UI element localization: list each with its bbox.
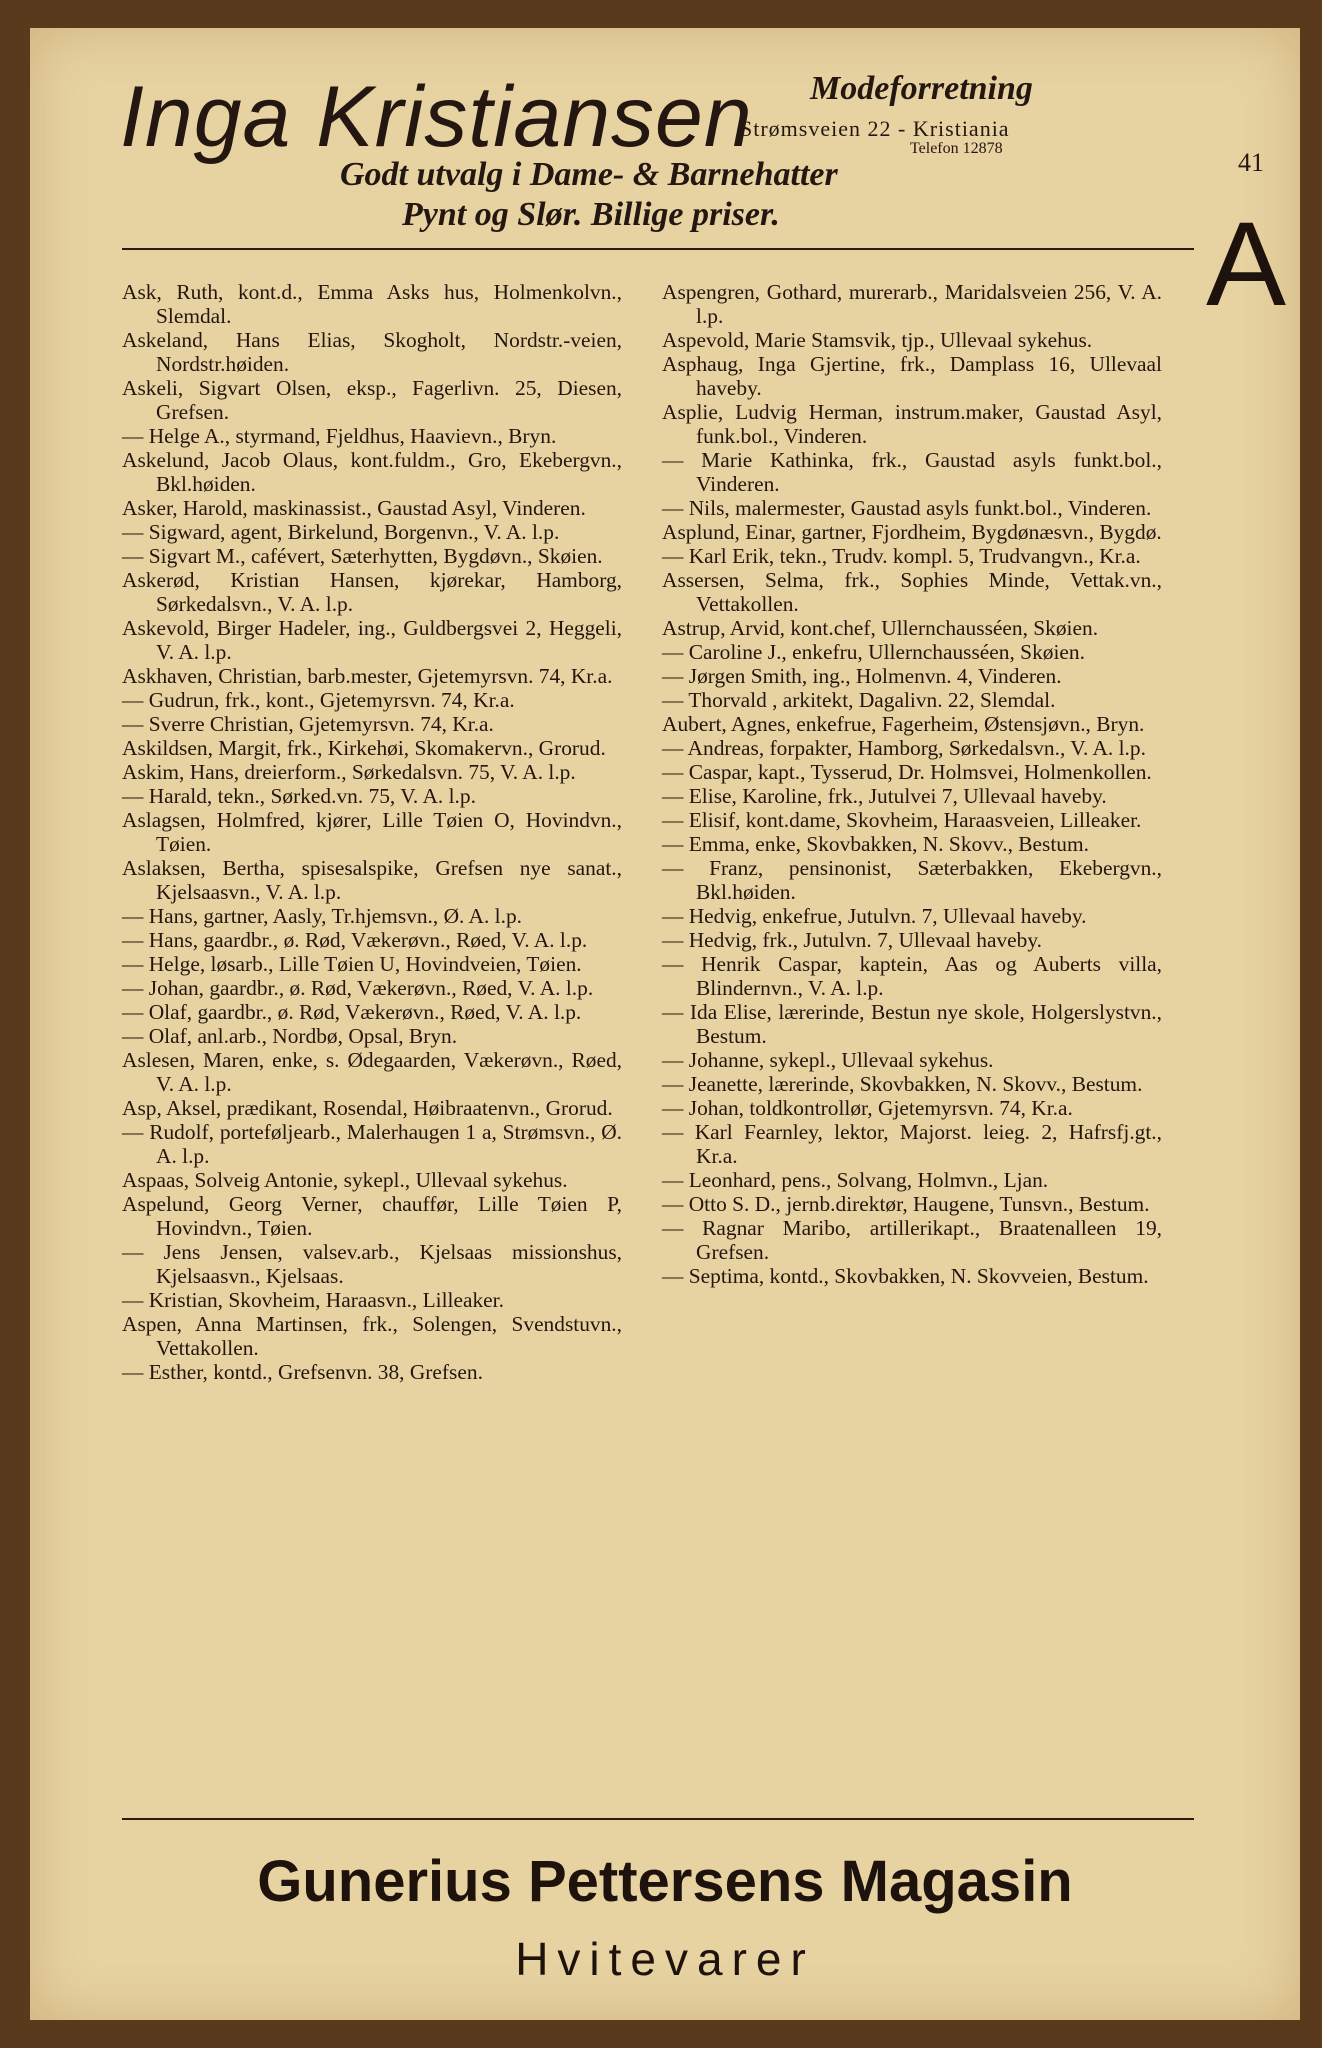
directory-entry: — Johanne, sykepl., Ullevaal sykehus. [662, 1048, 994, 1072]
directory-entry: — Jørgen Smith, ing., Holmenvn. 4, Vinderen. [662, 664, 1062, 688]
directory-entry: — Henrik Caspar, kaptein, Aas og Auberts villa, Blindernvn., V. A. l.p. [662, 952, 1162, 1000]
directory-entry: — Olaf, gaardbr., ø. Rød, Vækerøvn., Røed, V. A. l.p. [122, 1000, 582, 1024]
directory-entry: — Esther, kontd., Grefsenvn. 38, Grefsen. [122, 1360, 483, 1384]
directory-entry: Aspen, Anna Martinsen, frk., Solengen, Svendstuvn., Vettakollen. [122, 1312, 622, 1360]
directory-entry: — Hedvig, enkefrue, Jutulvn. 7, Ullevaal haveby. [662, 904, 1087, 928]
directory-entry: Aspaas, Solveig Antonie, sykepl., Ullevaal sykehus. [122, 1168, 568, 1192]
directory-entry: Askim, Hans, dreierform., Sørkedalsvn. 75, V. A. l.p. [122, 760, 576, 784]
advertiser-name: Inga Kristiansen [120, 69, 753, 165]
directory-entry: — Marie Kathinka, frk., Gaustad asyls funkt.bol., Vinderen. [662, 448, 1162, 496]
directory-entry: — Johan, toldkontrollør, Gjetemyrsvn. 74, Kr.a. [662, 1096, 1073, 1120]
directory-entry: Aslesen, Maren, enke, s. Ødegaarden, Vækerøvn., Røed, V. A. l.p. [122, 1048, 622, 1096]
directory-page [30, 28, 1300, 2020]
directory-entry: Askildsen, Margit, frk., Kirkehøi, Skomakervn., Grorud. [122, 736, 606, 760]
footer-advertisement [30, 1848, 1300, 2018]
directory-entry: Asplie, Ludvig Herman, instrum.maker, Gaustad Asyl, funk.bol., Vinderen. [662, 400, 1162, 448]
directory-entry: — Caroline J., enkefru, Ullernchausséen, Skøien. [662, 640, 1085, 664]
directory-entry: — Ida Elise, lærerinde, Bestun nye skole, Holgerslystvn., Bestum. [662, 1000, 1162, 1048]
top-divider [122, 248, 1194, 250]
directory-entry: Askelund, Jacob Olaus, kont.fuldm., Gro, Ekebergvn., Bkl.høiden. [122, 448, 622, 496]
page-number: 41 [1238, 148, 1264, 177]
business-type: Modeforretning [810, 70, 1033, 107]
directory-entry: — Helge, løsarb., Lille Tøien U, Hovindveien, Tøien. [122, 952, 582, 976]
directory-entry: — Kristian, Skovheim, Haraasvn., Lilleaker. [122, 1288, 504, 1312]
directory-entry: — Gudrun, frk., kont., Gjetemyrsvn. 74, Kr.a. [122, 688, 515, 712]
directory-entry: — Sigward, agent, Birkelund, Borgenvn., V. A. l.p. [122, 520, 560, 544]
header-advertisement [30, 28, 1300, 268]
section-letter: A [1206, 197, 1287, 331]
advertiser-address: Strømsveien 22 - Kristiania [740, 116, 1010, 141]
directory-entry: — Ragnar Maribo, artillerikapt., Braatenalleen 19, Grefsen. [662, 1216, 1162, 1264]
left-column [122, 280, 622, 1384]
directory-entry: — Olaf, anl.arb., Nordbø, Opsal, Bryn. [122, 1024, 458, 1048]
directory-entry: — Johan, gaardbr., ø. Rød, Vækerøvn., Røed, V. A. l.p. [122, 976, 594, 1000]
ad-slogan-line1: Godt utvalg i Dame- & Barnehatter [340, 156, 838, 193]
store-department: Hvitevarer [515, 1933, 815, 1985]
directory-entry: Ask, Ruth, kont.d., Emma Asks hus, Holmenkolvn., Slemdal. [122, 280, 622, 328]
ad-slogan-line2: Pynt og Slør. Billige priser. [402, 196, 780, 233]
directory-entry: — Leonhard, pens., Solvang, Holmvn., Ljan. [662, 1168, 1049, 1192]
directory-entry: Asphaug, Inga Gjertine, frk., Damplass 16, Ullevaal haveby. [662, 352, 1162, 400]
directory-entry: Askeli, Sigvart Olsen, eksp., Fagerlivn. 25, Diesen, Grefsen. [122, 376, 622, 424]
directory-entry: — Karl Erik, tekn., Trudv. kompl. 5, Trudvangvn., Kr.a. [662, 544, 1141, 568]
directory-entry: Askhaven, Christian, barb.mester, Gjetemyrsvn. 74, Kr.a. [122, 664, 613, 688]
directory-entry: — Emma, enke, Skovbakken, N. Skovv., Bestum. [662, 832, 1089, 856]
directory-entry: Asp, Aksel, prædikant, Rosendal, Høibraatenvn., Grorud. [122, 1096, 613, 1120]
directory-entry: Asplund, Einar, gartner, Fjordheim, Bygdønæsvn., Bygdø. [662, 520, 1162, 544]
directory-entry: — Hans, gaardbr., ø. Rød, Vækerøvn., Røed, V. A. l.p. [122, 928, 588, 952]
bottom-divider [122, 1818, 1194, 1820]
directory-entry: Asker, Harold, maskinassist., Gaustad Asyl, Vinderen. [122, 496, 586, 520]
directory-entry: — Andreas, forpakter, Hamborg, Sørkedalsvn., V. A. l.p. [662, 736, 1146, 760]
directory-entry: Aspengren, Gothard, murerarb., Maridalsveien 256, V. A. l.p. [662, 280, 1162, 328]
directory-entry: — Sverre Christian, Gjetemyrsvn. 74, Kr.a. [122, 712, 494, 736]
directory-entry: — Rudolf, porteføljearb., Malerhaugen 1 a, Strømsvn., Ø. A. l.p. [122, 1120, 622, 1168]
directory-entry: Assersen, Selma, frk., Sophies Minde, Vettak.vn., Vettakollen. [662, 568, 1162, 616]
directory-entry: — Nils, malermester, Gaustad asyls funkt.bol., Vinderen. [662, 496, 1152, 520]
directory-entry: — Elisif, kont.dame, Skovheim, Haraasveien, Lilleaker. [662, 808, 1142, 832]
directory-entry: Askerød, Kristian Hansen, kjørekar, Hamborg, Sørkedalsvn., V. A. l.p. [122, 568, 622, 616]
directory-entry: Aslagsen, Holmfred, kjører, Lille Tøien O, Hovindvn., Tøien. [122, 808, 622, 856]
directory-entry: — Elise, Karoline, frk., Jutulvei 7, Ullevaal haveby. [662, 784, 1107, 808]
directory-entry: Astrup, Arvid, kont.chef, Ullernchausséen, Skøien. [662, 616, 1099, 640]
store-name: Gunerius Pettersens Magasin [257, 1849, 1073, 1914]
directory-entry: — Hedvig, frk., Jutulvn. 7, Ullevaal haveby. [662, 928, 1042, 952]
directory-entry: Askeland, Hans Elias, Skogholt, Nordstr.-veien, Nordstr.høiden. [122, 328, 622, 376]
directory-entry: Aslaksen, Bertha, spisesalspike, Grefsen nye sanat., Kjelsaasvn., V. A. l.p. [122, 856, 622, 904]
directory-entry: — Franz, pensinonist, Sæterbakken, Ekebergvn., Bkl.høiden. [662, 856, 1162, 904]
directory-entry: — Karl Fearnley, lektor, Majorst. leieg. 2, Hafrsfj.gt., Kr.a. [662, 1120, 1162, 1168]
directory-entry: Aspevold, Marie Stamsvik, tjp., Ullevaal sykehus. [662, 328, 1093, 352]
directory-entry: Aubert, Agnes, enkefrue, Fagerheim, Østensjøvn., Bryn. [662, 712, 1145, 736]
directory-entry: Aspelund, Georg Verner, chauffør, Lille Tøien P, Hovindvn., Tøien. [122, 1192, 622, 1240]
directory-entry: — Helge A., styrmand, Fjeldhus, Haavievn., Bryn. [122, 424, 557, 448]
advertiser-phone: Telefon 12878 [910, 140, 1003, 157]
directory-entry: — Caspar, kapt., Tysserud, Dr. Holmsvei, Holmenkollen. [662, 760, 1152, 784]
directory-entry: — Sigvart M., cafévert, Sæterhytten, Bygdøvn., Skøien. [122, 544, 603, 568]
directory-entry: — Thorvald , arkitekt, Dagalivn. 22, Slemdal. [662, 688, 1056, 712]
directory-entry: — Hans, gartner, Aasly, Tr.hjemsvn., Ø. A. l.p. [122, 904, 523, 928]
directory-entry: Askevold, Birger Hadeler, ing., Guldbergsvei 2, Heggeli, V. A. l.p. [122, 616, 622, 664]
directory-entry: — Jens Jensen, valsev.arb., Kjelsaas missionshus, Kjelsaasvn., Kjelsaas. [122, 1240, 622, 1288]
right-column [662, 280, 1162, 1288]
directory-entry: — Harald, tekn., Sørked.vn. 75, V. A. l.p. [122, 784, 476, 808]
directory-entry: — Jeanette, lærerinde, Skovbakken, N. Skovv., Bestum. [662, 1072, 1143, 1096]
directory-entry: — Septima, kontd., Skovbakken, N. Skovveien, Bestum. [662, 1264, 1149, 1288]
directory-entry: — Otto S. D., jernb.direktør, Haugene, Tunsvn., Bestum. [662, 1192, 1150, 1216]
